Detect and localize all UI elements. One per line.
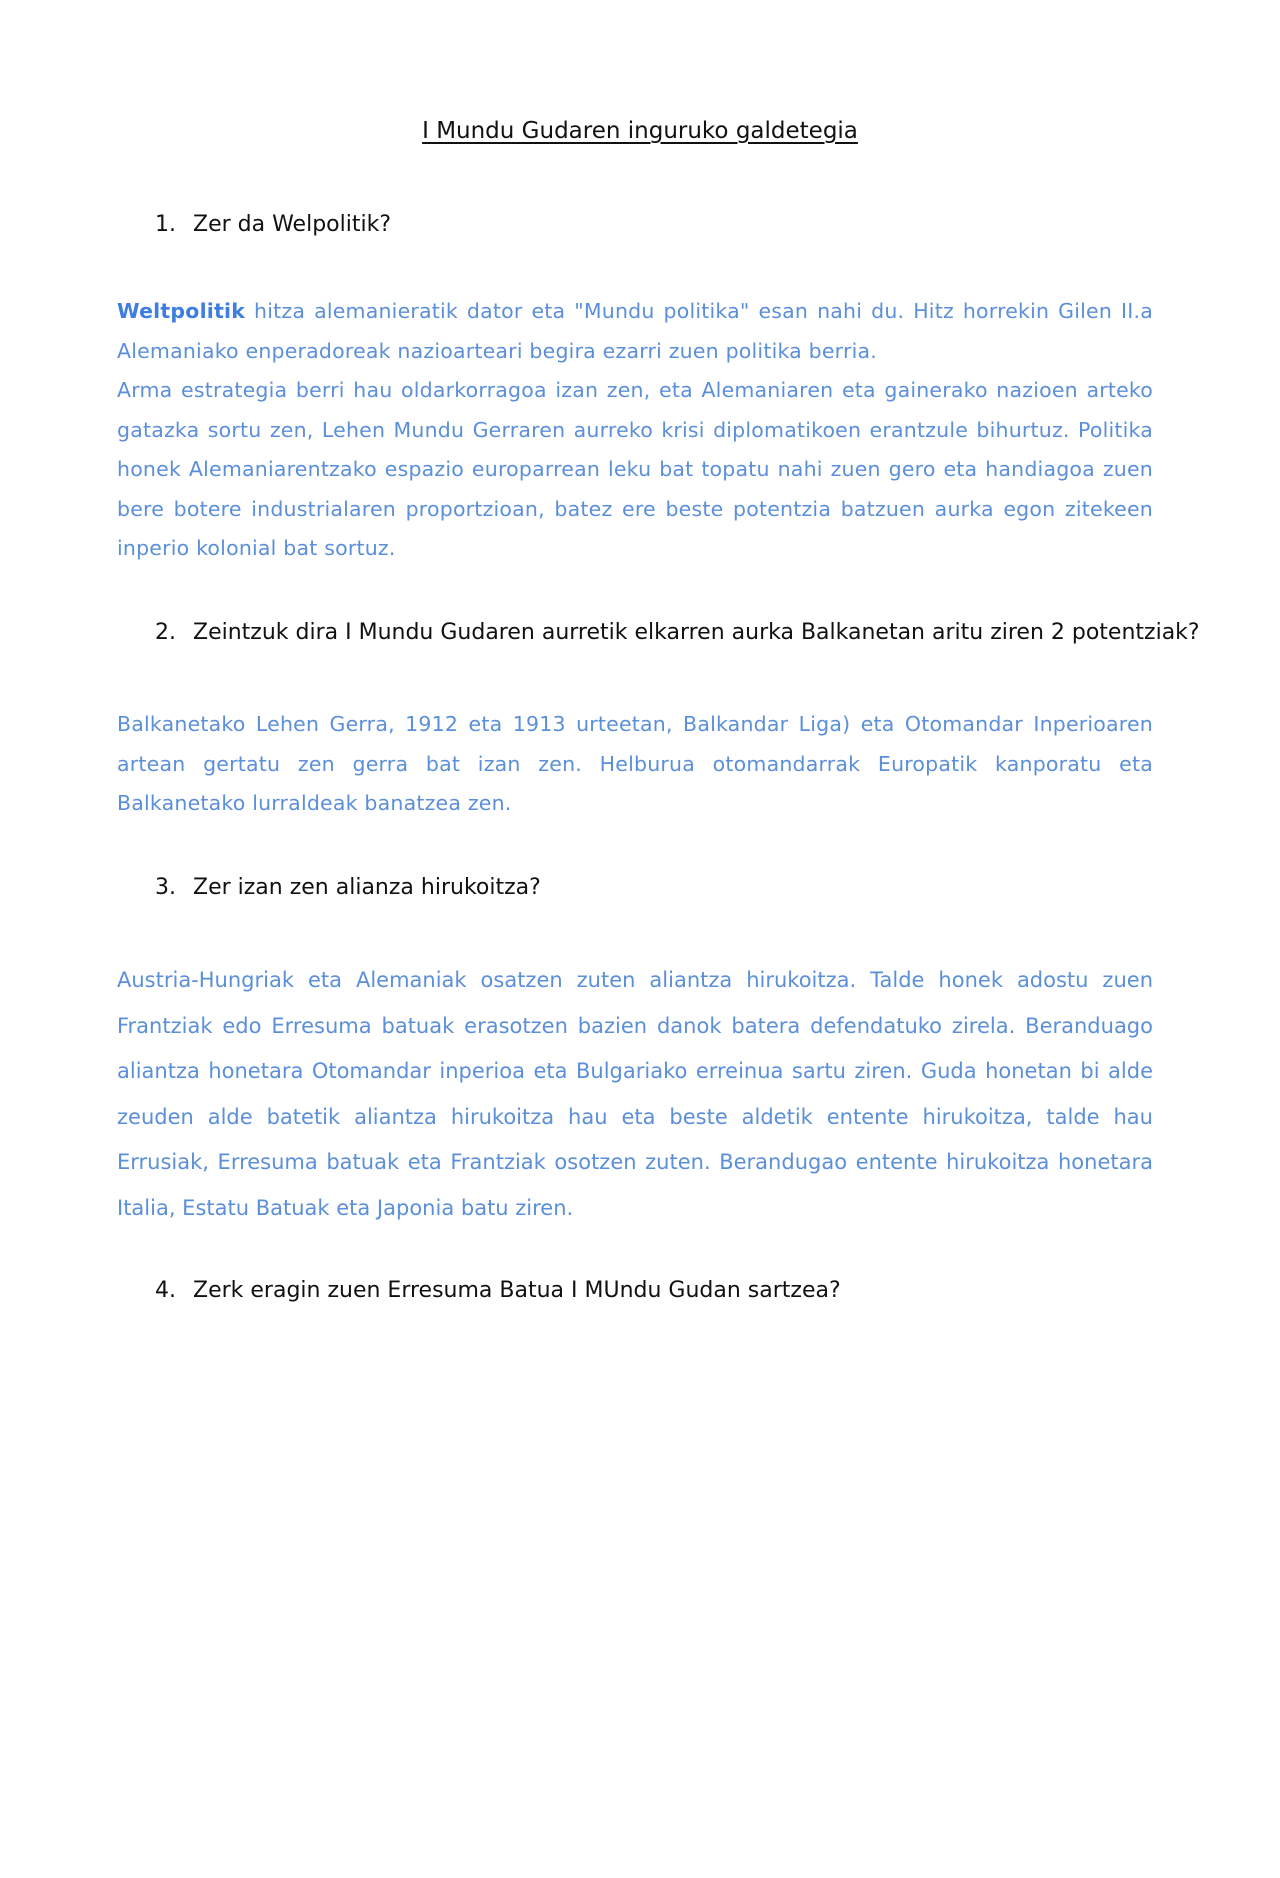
question-3: [155, 875, 541, 900]
question-text: Zerk eragin zuen Erresuma Batua I MUndu Gudan sartzea?: [193, 1278, 841, 1303]
answer-1-p1-text: hitza alemanieratik dator eta "Mundu politika" esan nahi du. Hitz horrekin Gilen II.a Alemaniako enperadoreak nazioarteari begira ezarri zuen politika berria.: [117, 299, 1153, 363]
answer-2: Balkanetako Lehen Gerra, 1912 eta 1913 urteetan, Balkandar Liga) eta Otomandar Inperioaren artean gertatu zen gerra bat izan zen. Helburua otomandarrak Europatik kanporatu eta Balkanetako lurraldeak banatzea zen.: [117, 712, 1153, 815]
answer-1-paragraph-1: [117, 292, 1153, 371]
document-title: I Mundu Gudaren inguruko galdetegia: [422, 118, 858, 144]
question-text: Zer izan zen alianza hirukoitza?: [193, 875, 541, 900]
question-2: [155, 620, 1200, 645]
question-number: 3.: [155, 875, 176, 900]
answer-1: [117, 292, 1153, 569]
answer-3: Austria-Hungriak eta Alemaniak osatzen zuten aliantza hirukoitza. Talde honek adostu zuen Frantziak edo Erresuma batuak erasotzen bazien danok batera defendatuko zirela. Beranduago aliantza honetara Otomandar inperioa eta Bulgariako erreinua sartu ziren. Guda honetan bi alde zeuden alde batetik aliantza hirukoitza hau eta beste aldetik entente hirukoitza, talde hau Errusiak, Erresuma batuak eta Frantziak osotzen zuten. Berandugao entente hirukoitza honetara Italia, Estatu Batuak eta Japonia batu ziren.: [117, 968, 1153, 1220]
question-text: Zeintzuk dira I Mundu Gudaren aurretik elkarren aurka Balkanetan aritu ziren 2 potentziak?: [193, 620, 1200, 645]
answer-1-paragraph-2: Arma estrategia berri hau oldarkorragoa izan zen, eta Alemaniaren eta gainerako nazioen arteko gatazka sortu zen, Lehen Mundu Gerraren aurreko krisi diplomatikoen erantzule bihurtuz. Politika honek Alemaniarentzako espazio europarrean leku bat topatu nahi zuen gero eta handiagoa zuen bere botere industrialaren proportzioan, batez ere beste potentzia batzuen aurka egon zitekeen inperio kolonial bat sortuz.: [117, 378, 1153, 560]
answer-1-term: Weltpolitik: [117, 299, 246, 323]
question-text: Zer da Welpolitik?: [193, 212, 391, 237]
question-number: 1.: [155, 212, 176, 237]
question-1: [155, 212, 391, 237]
question-4: [155, 1278, 841, 1303]
question-number: 4.: [155, 1278, 176, 1303]
question-number: 2.: [155, 620, 176, 645]
